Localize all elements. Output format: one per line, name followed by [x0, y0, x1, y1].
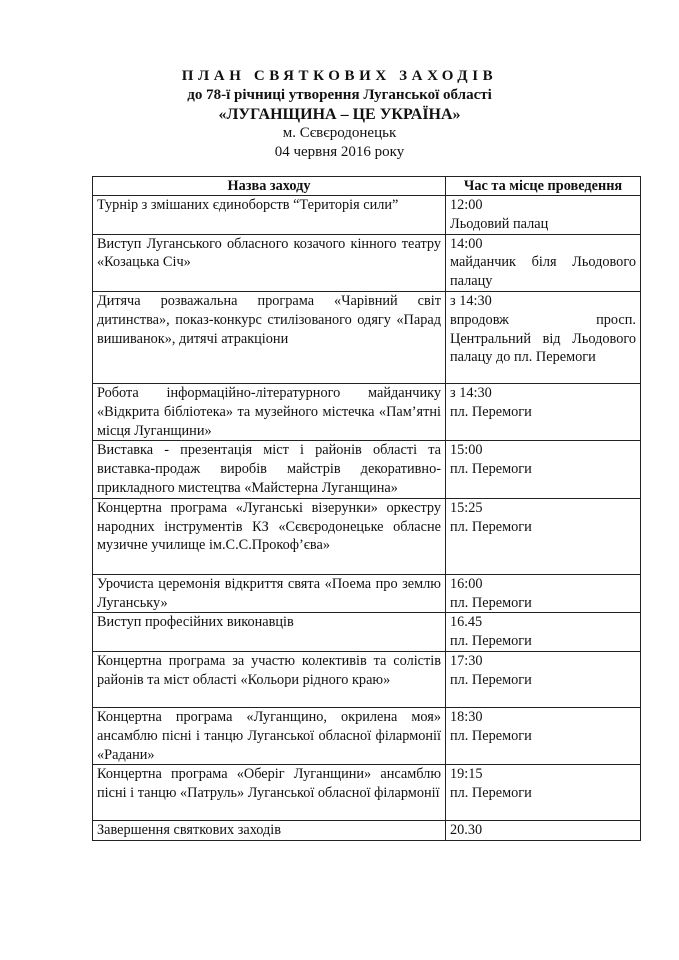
table-row — [93, 291, 641, 383]
table-row — [93, 821, 641, 841]
table-row — [93, 441, 641, 498]
event-name: Концертна програма «Оберіг Луганщини» ансамблю пісні і танцю «Патруль» Луганської обласної філармонії — [93, 765, 446, 821]
table-row — [93, 613, 641, 652]
event-time-place — [446, 196, 641, 235]
table-row — [93, 651, 641, 707]
event-time: 16:00 — [450, 575, 483, 592]
event-time-place — [446, 821, 641, 841]
event-name: Робота інформаційно-літературного майданчику «Відкрита бібліотека» та музейного містечка «Пам’ятні місця Луганщини» — [93, 383, 446, 440]
table-row — [93, 574, 641, 613]
table-row — [93, 234, 641, 291]
event-time-place — [446, 651, 641, 707]
event-place: пл. Перемоги — [450, 633, 532, 650]
event-name: Дитяча розважальна програма «Чарівний світ дитинства», показ-конкурс стилізованого одягу «Парад вишиванок», дитячі атракціони — [93, 291, 446, 383]
event-place: майданчик біля Льодового палацу — [450, 254, 636, 290]
event-time: 15:25 — [450, 499, 483, 516]
plan-date: 04 червня 2016 року — [274, 144, 405, 160]
event-time: 17:30 — [450, 652, 483, 669]
event-time: 12:00 — [450, 197, 483, 213]
table-row — [93, 196, 641, 235]
event-place: пл. Перемоги — [450, 461, 532, 478]
event-time-place — [446, 291, 641, 383]
event-time-place — [446, 613, 641, 652]
event-time-place — [446, 234, 641, 291]
event-name: Концертна програма за участю колективів та солістів районів та міст області «Кольори рідного краю» — [93, 651, 446, 707]
event-place: пл. Перемоги — [450, 727, 532, 744]
event-time-place — [446, 574, 641, 613]
event-place: пл. Перемоги — [450, 403, 532, 420]
table-header-row — [93, 177, 641, 196]
event-place: пл. Перемоги — [450, 518, 532, 535]
event-name: Виступ Луганського обласного козачого кінного театру «Козацька Січ» — [93, 234, 446, 291]
plan-city: м. Сєвєродонецьк — [282, 125, 397, 141]
event-time-place — [446, 765, 641, 821]
column-header-name: Назва заходу — [93, 177, 446, 196]
event-time-place — [446, 707, 641, 764]
event-place: пл. Перемоги — [450, 785, 532, 802]
event-place: пл. Перемоги — [450, 671, 532, 688]
event-name: Турнір з змішаних єдиноборств “Територія сили” — [93, 196, 446, 235]
event-time: з 14:30 — [450, 384, 492, 401]
event-name: Виставка - презентація міст і районів області та виставка-продаж виробів майстрів декоративно-прикладного мистецтва «Майстерна Луганщина» — [93, 441, 446, 498]
column-header-time-place: Час та місце проведення — [446, 177, 641, 196]
event-time: 15:00 — [450, 442, 483, 459]
event-name: Виступ професійних виконавців — [93, 613, 446, 652]
event-time: 16.45 — [450, 614, 483, 631]
plan-subtitle: до 78-ї річниці утворення Луганської області — [187, 87, 492, 103]
event-time: 19:15 — [450, 766, 483, 783]
plan-slogan: «ЛУГАНЩИНА – ЦЕ УКРАЇНА» — [218, 106, 461, 123]
event-time: 20.30 — [450, 822, 483, 839]
event-name: Концертна програма «Луганські візерунки» оркестру народних інструментів КЗ «Сєвєродонецьке обласне музичне училище ім.С.С.Прокоф’єва» — [93, 498, 446, 574]
event-name: Завершення святкових заходів — [93, 821, 446, 841]
event-time: 14:00 — [450, 235, 483, 252]
table-row — [93, 383, 641, 440]
plan-title: ПЛАН СВЯТКОВИХ ЗАХОДІВ — [181, 68, 498, 84]
event-time: 18:30 — [450, 708, 483, 725]
event-time-place — [446, 498, 641, 574]
event-place: пл. Перемоги — [450, 594, 532, 611]
document-header — [0, 66, 679, 162]
event-place: Льодовий палац — [450, 215, 549, 232]
table-row — [93, 765, 641, 821]
table-row — [93, 707, 641, 764]
event-time-place — [446, 383, 641, 440]
event-name: Концертна програма «Луганщино, окрилена моя» ансамблю пісні і танцю Луганської обласної філармонії «Радани» — [93, 707, 446, 764]
table-row — [93, 498, 641, 574]
events-table — [92, 176, 641, 841]
event-name: Урочиста церемонія відкриття свята «Поема про землю Луганську» — [93, 574, 446, 613]
event-time-place — [446, 441, 641, 498]
event-place: впродовж просп. Центральний від Льодового палацу до пл. Перемоги — [450, 311, 636, 366]
event-time: з 14:30 — [450, 292, 492, 309]
